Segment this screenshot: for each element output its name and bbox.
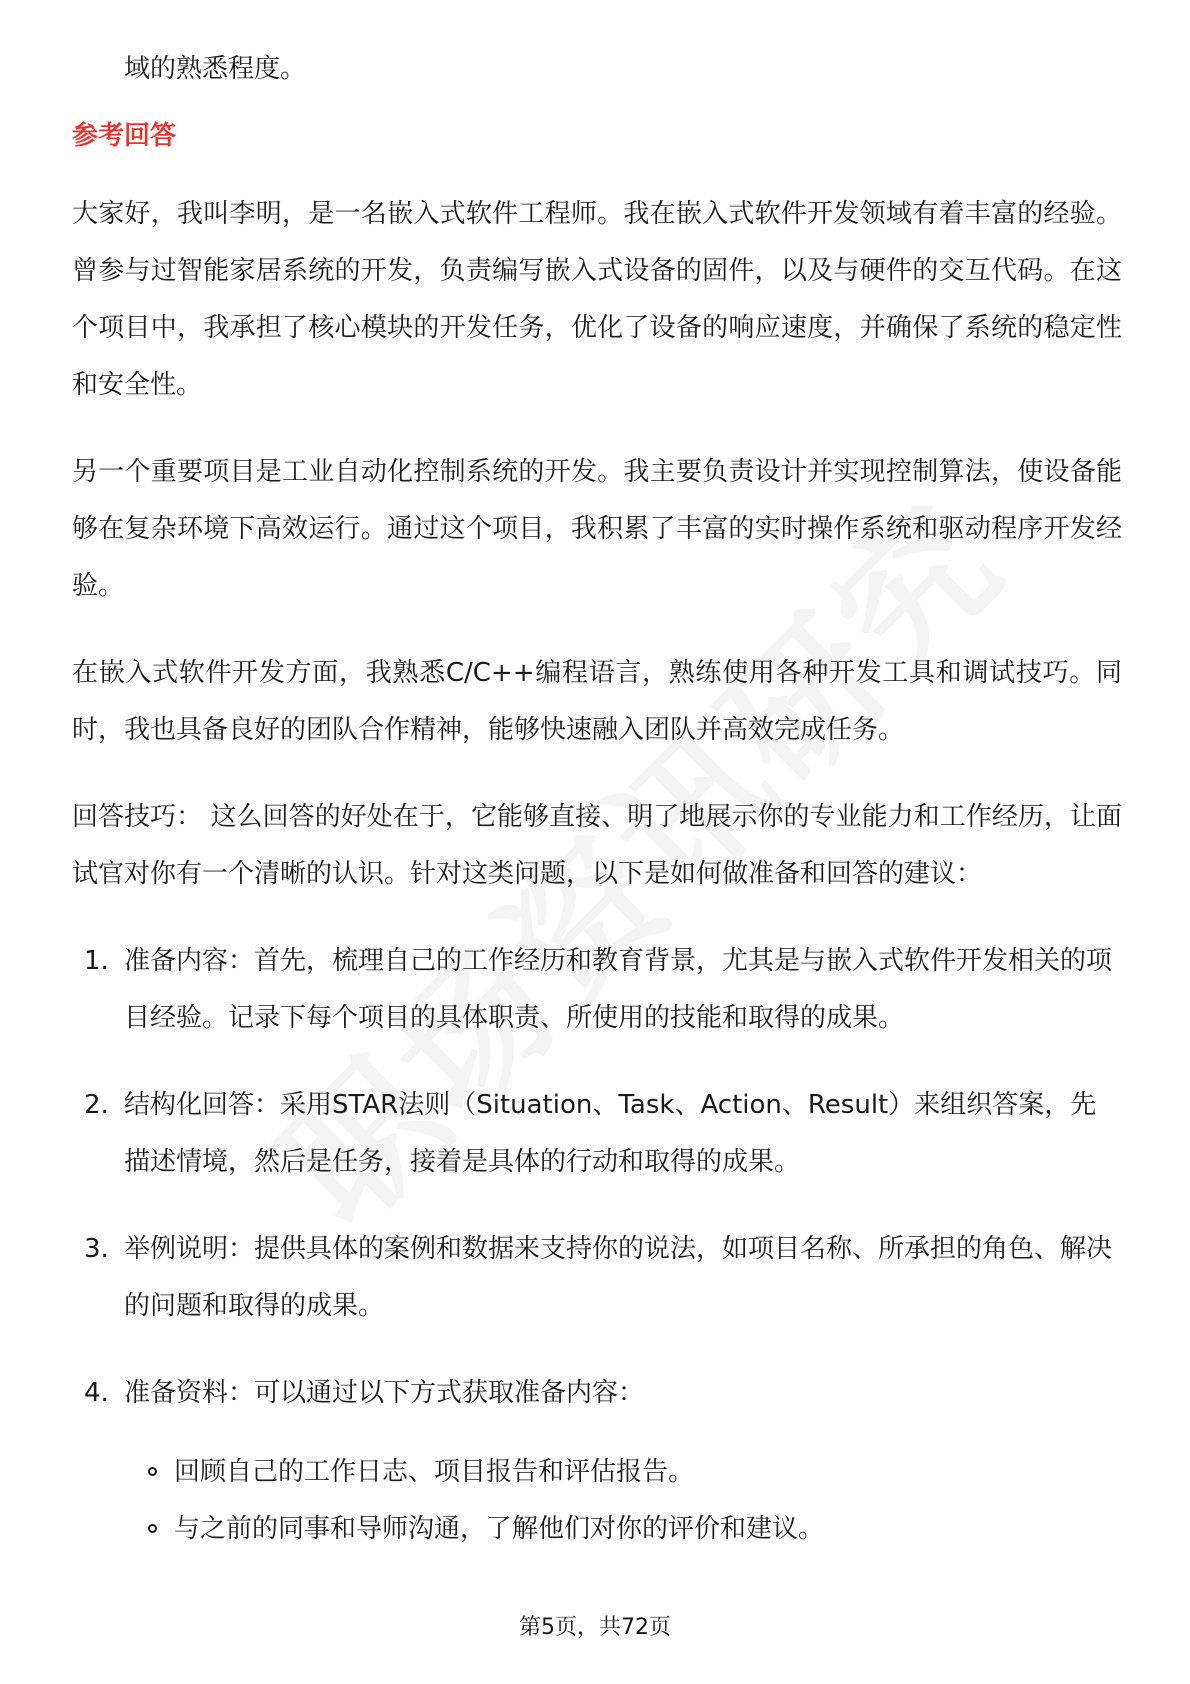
sub-list-item: [146, 1501, 1122, 1558]
list-item-text: 准备内容：首先，梳理自己的工作经历和教育背景，尤其是与嵌入式软件开发相关的项目经验。记录下每个项目的具体职责、所使用的技能和取得的成果。: [124, 946, 1113, 1033]
list-item: [72, 1365, 1122, 1558]
list-item: [72, 1221, 1122, 1335]
page-content: [72, 42, 1122, 1588]
list-number: 3.: [84, 1234, 109, 1264]
sub-list-item: [146, 1444, 1122, 1501]
sub-list: [124, 1444, 1122, 1558]
list-item-text: 准备资料：可以通过以下方式获取准备内容：: [124, 1378, 645, 1408]
paragraph: 回答技巧： 这么回答的好处在于，它能够直接、明了地展示你的专业能力和工作经历，让面试官对你有一个清晰的认识。针对这类问题，以下是如何做准备和回答的建议：: [72, 802, 1122, 889]
tips-list: [72, 933, 1122, 1558]
paragraph: 大家好，我叫李明，是一名嵌入式软件工程师。我在嵌入式软件开发领域有着丰富的经验。曾参与过智能家居系统的开发，负责编写嵌入式设备的固件，以及与硬件的交互代码。在这个项目中，我承担了核心模块的开发任务，优化了设备的响应速度，并确保了系统的稳定性和安全性。: [72, 199, 1122, 400]
list-item: [72, 1077, 1122, 1191]
list-item-text: 结构化回答：采用STAR法则（Situation、Task、Action、Result）来组织答案，先描述情境，然后是任务，接着是具体的行动和取得的成果。: [124, 1090, 1097, 1177]
list-item-text: 举例说明：提供具体的案例和数据来支持你的说法，如项目名称、所承担的角色、解决的问题和取得的成果。: [124, 1234, 1113, 1321]
list-number: 1.: [84, 946, 109, 976]
continued-text: 域的熟悉程度。: [124, 54, 307, 84]
circle-bullet-icon: [148, 1524, 157, 1533]
circle-bullet-icon: [148, 1467, 157, 1476]
list-item: [72, 933, 1122, 1047]
paragraph: 在嵌入式软件开发方面，我熟悉C/C++编程语言，熟练使用各种开发工具和调试技巧。同时，我也具备良好的团队合作精神，能够快速融入团队并高效完成任务。: [72, 658, 1122, 745]
list-number: 4.: [84, 1378, 109, 1408]
paragraph: 另一个重要项目是工业自动化控制系统的开发。我主要负责设计并实现控制算法，使设备能够在复杂环境下高效运行。通过这个项目，我积累了丰富的实时操作系统和驱动程序开发经验。: [72, 457, 1122, 601]
page-footer: 第5页，共72页: [519, 1615, 671, 1640]
list-number: 2.: [84, 1090, 109, 1120]
sub-list-item-text: 与之前的同事和导师沟通，了解他们对你的评价和建议。: [174, 1514, 825, 1544]
sub-list-item-text: 回顾自己的工作日志、项目报告和评估报告。: [174, 1457, 695, 1487]
section-title: 参考回答: [72, 121, 177, 151]
